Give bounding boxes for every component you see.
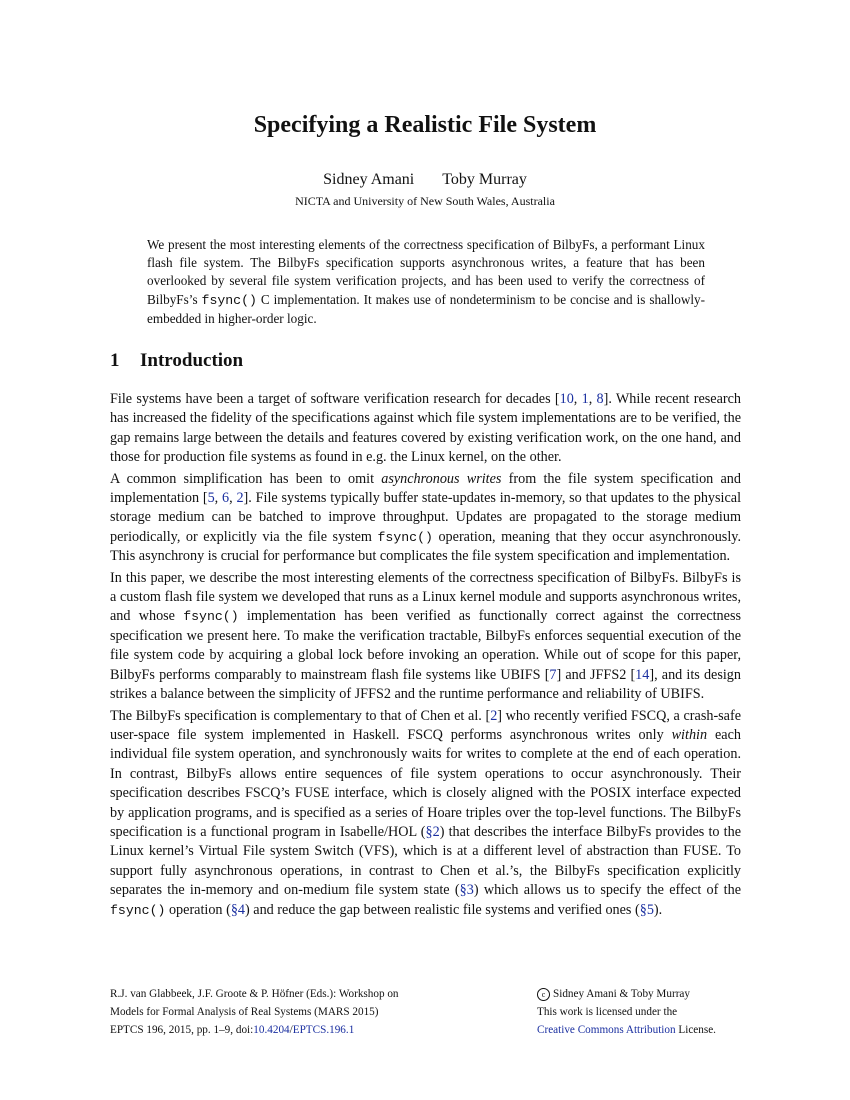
footer-text: EPTCS 196, 2015, pp. 1–9, doi: — [110, 1024, 254, 1036]
section-number: 1 — [110, 350, 120, 371]
footer-line — [537, 985, 757, 1003]
citation-link[interactable]: 5 — [207, 490, 215, 507]
abstract — [147, 236, 705, 328]
author-name: Sidney Amani — [323, 171, 415, 188]
section-ref-link[interactable]: §4 — [230, 901, 245, 918]
text-run: ) which allows us to specify the effect of the — [473, 882, 741, 899]
citation-link[interactable]: 10 — [559, 391, 574, 407]
body-text — [110, 390, 741, 922]
code-fsync: fsync() — [201, 292, 257, 308]
text-run: , — [573, 391, 582, 407]
text-run: implementation has been verified as functionally correct against the correctness specification we present here. To make the verification tractable, BilbyFs enforces sequential execution of the file system code by acquiring a global lock before invoking an operation. While out of scope for this paper, BilbyFs performs comparably to mainstream flash file systems like UBIFS [ — [110, 608, 741, 683]
text-run: The BilbyFs specification is complementary to that of Chen et al. [ — [110, 707, 491, 724]
text-run: File systems have been a target of software verification research for decades [ — [110, 391, 560, 407]
section-ref-link[interactable]: §5 — [639, 901, 654, 918]
affiliation: NICTA and University of New South Wales, Australia — [295, 194, 555, 208]
paragraph-4 — [110, 707, 741, 920]
section-ref-link[interactable]: §2 — [425, 823, 440, 840]
citation-link[interactable]: 6 — [222, 490, 230, 507]
emphasis: asynchronous writes — [381, 470, 502, 487]
footer-publication-info — [110, 985, 470, 1039]
paper-title: Specifying a Realistic File System — [253, 112, 597, 138]
section-title: Introduction — [140, 350, 244, 371]
text-run: ], and its design strikes a balance between the simplicity of JFFS2 and the runtime performance and reliability of UBIFS. — [110, 666, 741, 703]
citation-link[interactable]: 2 — [490, 707, 498, 724]
section-ref-link[interactable]: §3 — [459, 882, 474, 899]
footer-line: Models for Formal Analysis of Real Systems (MARS 2015) — [110, 1006, 379, 1018]
text-run: , — [229, 490, 237, 507]
code-fsync: fsync() — [183, 609, 239, 625]
paragraph-1 — [110, 390, 741, 468]
code-fsync: fsync() — [110, 902, 166, 918]
section-heading — [110, 348, 750, 374]
text-run: In this paper, we describe the most interesting elements of the correctness specification of BilbyFs. BilbyFs is a custom flash file system we developed that runs as a Linux kernel module and supports asynchronous writes, and whose — [110, 569, 741, 625]
abstract-text: We present the most interesting elements of the correctness specification of BilbyFs, a performant Linux flash file system. The BilbyFs specification supports asynchronous writes, a feature that has been overlooked by several file system verification projects, and has been used to verify the correctness of BilbyFs’s — [147, 237, 705, 307]
author-list — [0, 169, 850, 191]
footer-text: Sidney Amani & Toby Murray — [553, 988, 690, 1000]
paragraph-2 — [110, 470, 741, 567]
text-run: operation, meaning that they occur asynchronously. This asynchrony is crucial for performance but complicates the file system specification and implementation. — [110, 528, 741, 565]
text-run: ) that describes the interface BilbyFs provides to the Linux kernel’s Virtual File system Switch (VFS), which is at a different level of abstraction than FUSE. To support fully asynchronous operations, in contrast to Chen et al.’s, the BilbyFs specification explicitly separates the in-memory and on-medium file system state ( — [110, 823, 741, 899]
license-link[interactable]: Creative Commons Attribution — [537, 1024, 676, 1036]
footer-line — [537, 1021, 757, 1039]
text-run: ]. File systems typically buffer state-updates in-memory, so that updates to the physical storage medium can be batched to improve throughput. Updates are propagated to the storage medium periodically, or explicitly via the file system — [110, 490, 742, 545]
emphasis: within — [671, 726, 708, 743]
citation-link[interactable]: 8 — [596, 391, 604, 407]
text-run: A common simplification has been to omit — [110, 470, 382, 487]
text-run: ). — [653, 901, 663, 918]
citation-link[interactable]: 14 — [635, 666, 650, 683]
footer-text: License. — [675, 1024, 716, 1036]
text-run: each individual file system operation, and synchronously waits for writes to complete at the end of each operation. In contrast, BilbyFs allows entire sequences of file system operations to occur asynchronously. Their specification describes FSCQ’s FUSE interface, which is closely aligned with the POSIX interface expected by application programs, and is specified as a series of Hoare triples over the top-level functions. The BilbyFs specification is a functional program in Isabelle/HOL ( — [110, 726, 741, 840]
text-run: from the file system specification and implementation [ — [110, 470, 741, 507]
paragraph-3 — [110, 569, 741, 705]
citation-link[interactable]: 2 — [236, 490, 244, 507]
citation-link[interactable]: 7 — [549, 666, 557, 683]
footer-license-info — [537, 985, 757, 1039]
text-run: ] who recently verified FSCQ, a crash-safe user-space file system implemented in Haskell. FSCQ performs asynchronous writes only — [110, 707, 742, 743]
author-name: Toby Murray — [442, 171, 527, 188]
copyright-icon: c — [537, 988, 550, 1001]
text-run: , — [214, 490, 223, 507]
abstract-text: C implementation. It makes use of nondeterminism to be concise and is shallowly-embedded in higher-order logic. — [147, 291, 705, 326]
citation-link[interactable]: 1 — [581, 391, 589, 407]
text-run: ] and JFFS2 [ — [556, 666, 636, 683]
doi-prefix-link[interactable]: 10.4204 — [253, 1024, 290, 1036]
footer-line — [110, 1021, 470, 1039]
footer-line: R.J. van Glabbeek, J.F. Groote & P. Höfner (Eds.): Workshop on — [110, 988, 399, 1000]
footer-line: This work is licensed under the — [537, 1006, 678, 1018]
doi-suffix-link[interactable]: EPTCS.196.1 — [292, 1024, 355, 1036]
code-fsync: fsync() — [377, 529, 433, 545]
text-run: operation ( — [165, 901, 231, 918]
text-run: ) and reduce the gap between realistic file systems and verified ones ( — [245, 901, 640, 918]
text-run: ]. While recent research has increased the fidelity of the specifications against which file system implementations are to be verified, the gap remains large between the details and features covered by existing verification work, on the one hand, and those for production file systems as found in e.g. the Linux kernel, on the other. — [110, 391, 742, 466]
footer-text: / — [289, 1024, 293, 1036]
text-run: , — [588, 391, 597, 407]
